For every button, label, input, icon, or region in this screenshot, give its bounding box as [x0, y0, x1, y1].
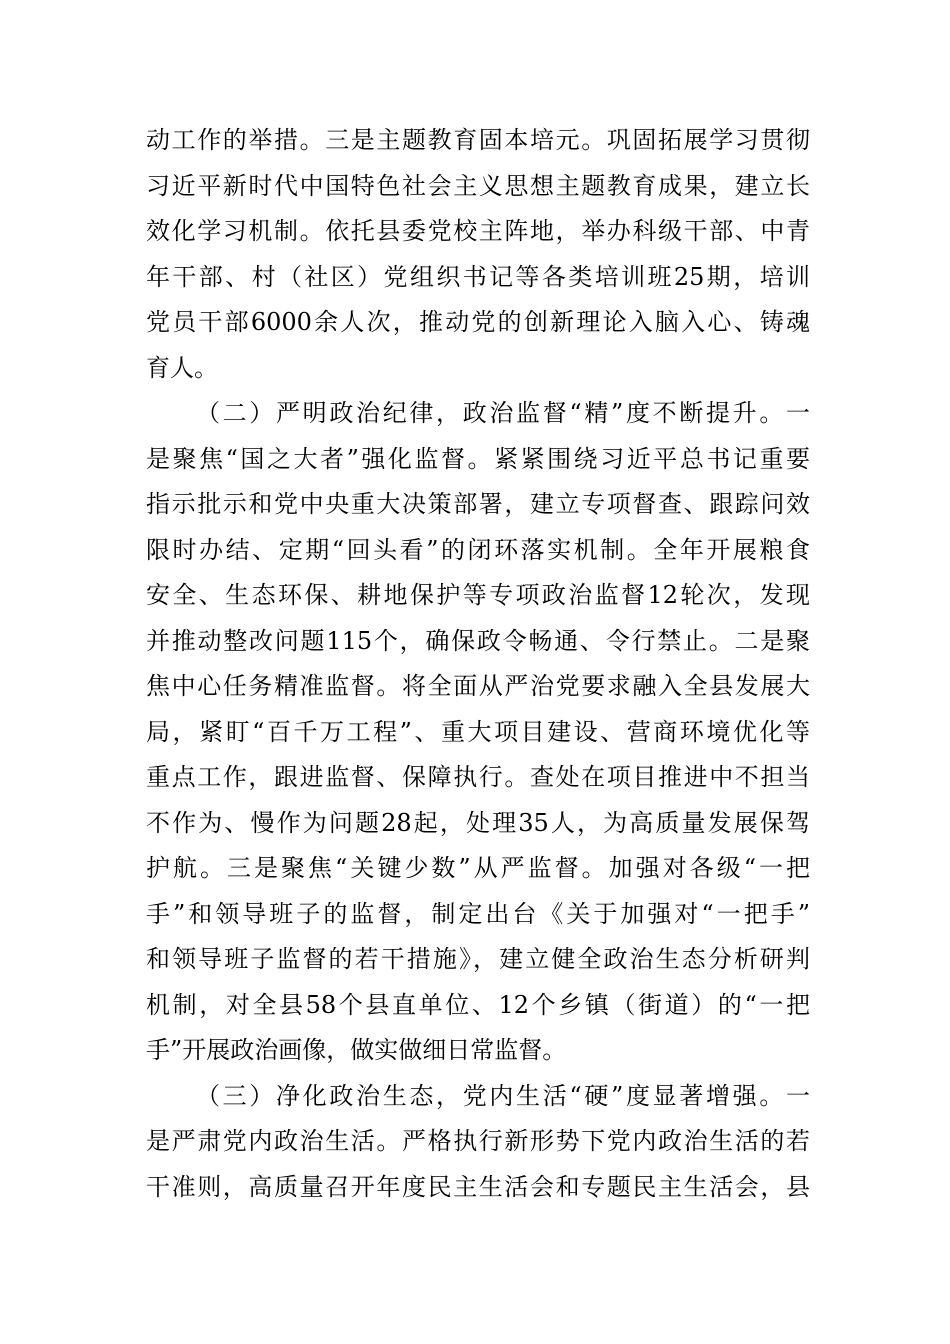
text-line: 动工作的举措。三是主题教育固本培元。巩固拓展学习贯彻 [146, 126, 810, 154]
text-line: 局，紧盯“百千万工程”、重大项目建设、营商环境优化等 [146, 717, 810, 746]
text-line: 并推动整改问题115个，确保政令畅通、令行禁止。二是聚 [146, 626, 810, 655]
text-line: 效化学习机制。依托县委党校主阵地，举办科级干部、中青 [146, 217, 810, 245]
text-line: 安全、生态环保、耕地保护等专项政治监督12轮次，发现 [146, 581, 810, 609]
text-line: 手”开展政治画像，做实做细日常监督。 [146, 1036, 567, 1064]
section-heading-line: （二）严明政治纪律，政治监督“精”度不断提升。一 [196, 399, 810, 427]
section-heading-line: （三）净化政治生态，党内生活“硬”度显著增强。一 [196, 1081, 810, 1110]
text-line: 是聚焦“国之大者”强化监督。紧紧围绕习近平总书记重要 [146, 444, 810, 473]
text-line: 手”和领导班子的监督，制定出台《关于加强对“一把手” [146, 899, 810, 928]
paragraph [146, 1074, 810, 1211]
text-line: 干准则，高质量召开年度民主生活会和专题民主生活会，县 [146, 1172, 810, 1201]
text-line: 不作为、慢作为问题28起，处理35人，为高质量发展保驾 [146, 808, 810, 837]
text-line: 年干部、村（社区）党组织书记等各类培训班25期，培训 [146, 262, 810, 291]
paragraph [146, 118, 810, 391]
text-line: 和领导班子监督的若干措施》，建立健全政治生态分析研判 [146, 945, 810, 973]
text-line: 限时办结、定期“回头看”的闭环落实机制。全年开展粮食 [146, 535, 810, 564]
text-line: 习近平新时代中国特色社会主义思想主题教育成果，建立长 [146, 171, 810, 200]
text-line: 是严肃党内政治生活。严格执行新形势下党内政治生活的若 [146, 1127, 810, 1155]
text-line: 机制，对全县58个县直单位、12个乡镇（街道）的“一把 [146, 990, 810, 1019]
text-line: 重点工作，跟进监督、保障执行。查处在项目推进中不担当 [146, 763, 810, 791]
text-line: 党员干部6000余人次，推动党的创新理论入脑入心、铸魂 [146, 308, 810, 336]
paragraph [146, 391, 810, 1074]
text-line: 护航。三是聚焦“关键少数”从严监督。加强对各级“一把 [146, 854, 810, 882]
document-body [146, 118, 810, 1210]
text-line: 育人。 [146, 353, 218, 382]
text-line: 指示批示和党中央重大决策部署，建立专项督查、跟踪问效 [146, 490, 810, 518]
text-line: 焦中心任务精准监督。将全面从严治党要求融入全县发展大 [146, 672, 810, 700]
